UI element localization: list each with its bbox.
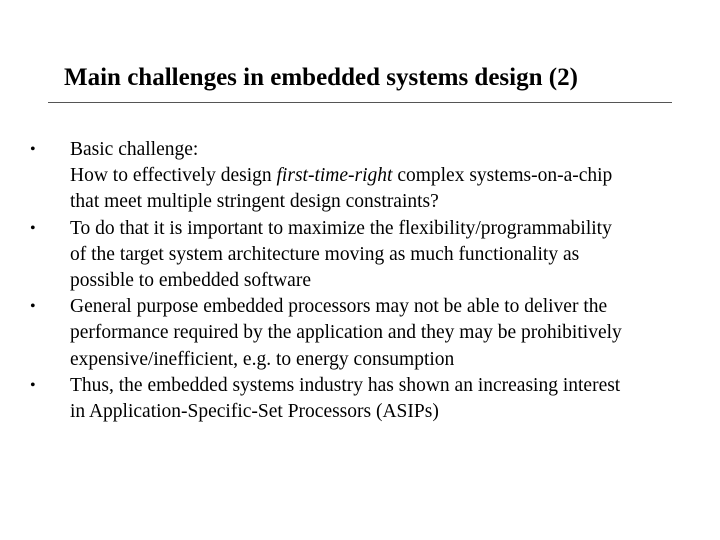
line-text: How to effectively design: [70, 165, 277, 187]
bullet-line: possible to embedded software: [70, 270, 311, 292]
bullet-line: To do that it is important to maximize the flexibility/programmability: [70, 217, 612, 239]
bullet-list: [30, 137, 702, 425]
bullet-icon: •: [30, 298, 36, 316]
bullet-line: General purpose embedded processors may not be able to deliver the: [70, 296, 608, 318]
slide-title: Main challenges in embedded systems design (2): [64, 64, 578, 91]
bullet-item: [30, 294, 702, 373]
bullet-icon: •: [30, 219, 36, 237]
line-text: complex systems-on-a-chip: [392, 165, 613, 187]
bullet-line: performance required by the application and they may be prohibitively: [70, 322, 622, 344]
bullet-line: [70, 163, 702, 189]
emphasis-text: first-time-right: [276, 165, 393, 187]
bullet-line: in Application-Specific-Set Processors (ASIPs): [70, 401, 439, 423]
bullet-item: [30, 137, 702, 216]
bullet-line: Thus, the embedded systems industry has shown an increasing interest: [70, 374, 621, 396]
bullet-icon: •: [30, 376, 36, 394]
bullet-line: expensive/inefficient, e.g. to energy consumption: [70, 348, 455, 370]
bullet-item: [30, 373, 702, 425]
bullet-item: [30, 216, 702, 295]
bullet-line: Basic challenge:: [70, 139, 199, 160]
bullet-line: of the target system architecture moving as much functionality as: [70, 243, 580, 265]
bullet-icon: •: [30, 141, 36, 158]
bullet-line: that meet multiple stringent design constraints?: [70, 191, 439, 213]
title-underline: [48, 102, 672, 103]
